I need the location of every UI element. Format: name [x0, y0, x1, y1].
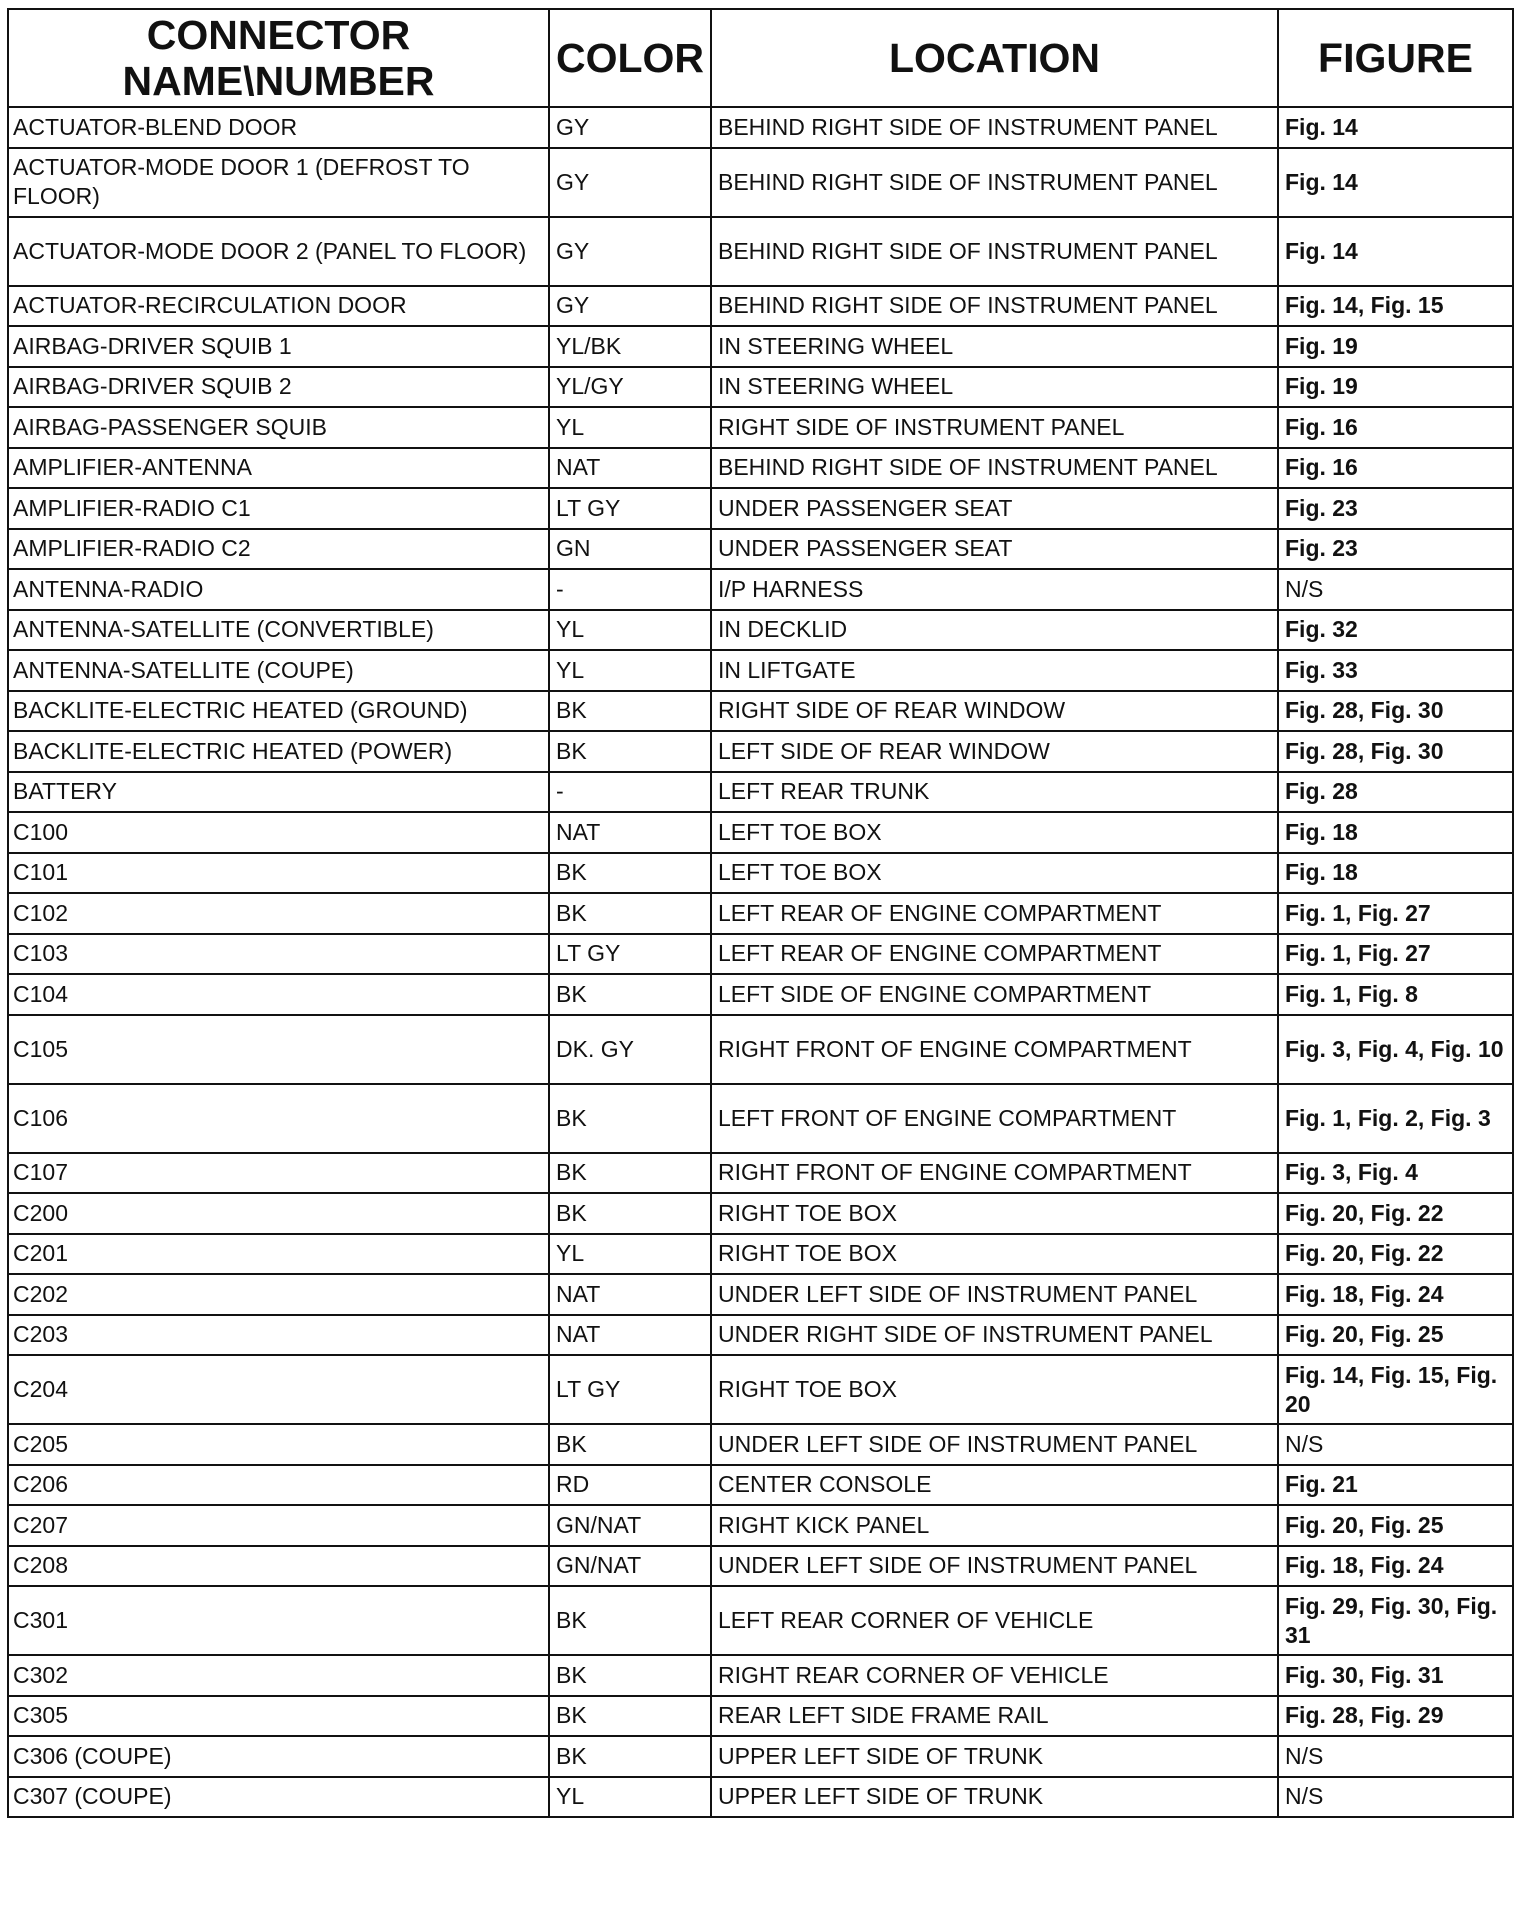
location-cell: RIGHT TOE BOX — [711, 1355, 1278, 1424]
connector-name-cell: ANTENNA-SATELLITE (CONVERTIBLE) — [8, 610, 549, 651]
color-cell: YL — [549, 610, 711, 651]
table-row — [8, 610, 1513, 651]
color-cell: GN/NAT — [549, 1546, 711, 1587]
figure-cell: Fig. 16 — [1278, 448, 1513, 489]
color-cell: YL — [549, 407, 711, 448]
figure-cell: Fig. 1, Fig. 27 — [1278, 893, 1513, 934]
table-row — [8, 1505, 1513, 1546]
color-cell: NAT — [549, 1274, 711, 1315]
color-cell: BK — [549, 1424, 711, 1465]
table-row — [8, 569, 1513, 610]
figure-cell: Fig. 16 — [1278, 407, 1513, 448]
connector-name-cell: C305 — [8, 1696, 549, 1737]
figure-cell: Fig. 30, Fig. 31 — [1278, 1655, 1513, 1696]
table-row — [8, 974, 1513, 1015]
connector-name-cell: C208 — [8, 1546, 549, 1587]
color-cell: BK — [549, 1696, 711, 1737]
color-cell: GY — [549, 286, 711, 327]
table-row — [8, 407, 1513, 448]
connector-name-cell: C201 — [8, 1234, 549, 1275]
table-row — [8, 893, 1513, 934]
color-cell: BK — [549, 974, 711, 1015]
table-row — [8, 1355, 1513, 1424]
color-cell: NAT — [549, 448, 711, 489]
table-row — [8, 448, 1513, 489]
location-cell: IN DECKLID — [711, 610, 1278, 651]
color-cell: - — [549, 569, 711, 610]
location-cell: UNDER LEFT SIDE OF INSTRUMENT PANEL — [711, 1274, 1278, 1315]
figure-cell: Fig. 1, Fig. 27 — [1278, 934, 1513, 975]
location-cell: IN STEERING WHEEL — [711, 326, 1278, 367]
color-cell: - — [549, 772, 711, 813]
figure-cell: Fig. 14 — [1278, 107, 1513, 148]
color-cell: BK — [549, 1586, 711, 1655]
header-row — [8, 9, 1513, 107]
connector-name-cell: C301 — [8, 1586, 549, 1655]
table-row — [8, 731, 1513, 772]
figure-cell: Fig. 18 — [1278, 853, 1513, 894]
header-name-line2: NAME\NUMBER — [122, 58, 435, 104]
location-cell: LEFT REAR OF ENGINE COMPARTMENT — [711, 893, 1278, 934]
figure-cell: Fig. 14 — [1278, 217, 1513, 286]
figure-cell: Fig. 18, Fig. 24 — [1278, 1546, 1513, 1587]
figure-cell: Fig. 3, Fig. 4, Fig. 10 — [1278, 1015, 1513, 1084]
connector-name-cell: AIRBAG-DRIVER SQUIB 2 — [8, 367, 549, 408]
connector-name-cell: C306 (COUPE) — [8, 1736, 549, 1777]
color-cell: BK — [549, 691, 711, 732]
figure-cell: Fig. 23 — [1278, 529, 1513, 570]
location-cell: LEFT FRONT OF ENGINE COMPARTMENT — [711, 1084, 1278, 1153]
figure-cell: Fig. 33 — [1278, 650, 1513, 691]
table-row — [8, 1736, 1513, 1777]
figure-cell: Fig. 19 — [1278, 367, 1513, 408]
location-cell: BEHIND RIGHT SIDE OF INSTRUMENT PANEL — [711, 217, 1278, 286]
color-cell: GN — [549, 529, 711, 570]
connector-name-cell: C307 (COUPE) — [8, 1777, 549, 1818]
table-row — [8, 1234, 1513, 1275]
figure-cell: Fig. 19 — [1278, 326, 1513, 367]
header-figure: FIGURE — [1278, 9, 1513, 107]
location-cell: RIGHT FRONT OF ENGINE COMPARTMENT — [711, 1153, 1278, 1194]
color-cell: YL/BK — [549, 326, 711, 367]
color-cell: BK — [549, 1655, 711, 1696]
color-cell: LT GY — [549, 1355, 711, 1424]
figure-cell: N/S — [1278, 1424, 1513, 1465]
table-row — [8, 286, 1513, 327]
figure-cell: N/S — [1278, 569, 1513, 610]
color-cell: BK — [549, 1153, 711, 1194]
location-cell: RIGHT FRONT OF ENGINE COMPARTMENT — [711, 1015, 1278, 1084]
table-row — [8, 1465, 1513, 1506]
connector-name-cell: AMPLIFIER-RADIO C2 — [8, 529, 549, 570]
connector-name-cell: AIRBAG-DRIVER SQUIB 1 — [8, 326, 549, 367]
figure-cell: Fig. 14 — [1278, 148, 1513, 217]
color-cell: GY — [549, 107, 711, 148]
color-cell: YL — [549, 1777, 711, 1818]
color-cell: GY — [549, 217, 711, 286]
location-cell: UPPER LEFT SIDE OF TRUNK — [711, 1736, 1278, 1777]
location-cell: IN LIFTGATE — [711, 650, 1278, 691]
color-cell: BK — [549, 1084, 711, 1153]
connector-table-body — [8, 107, 1513, 1817]
connector-name-cell: C200 — [8, 1193, 549, 1234]
color-cell: BK — [549, 731, 711, 772]
color-cell: DK. GY — [549, 1015, 711, 1084]
color-cell: NAT — [549, 1315, 711, 1356]
table-row — [8, 367, 1513, 408]
location-cell: UNDER LEFT SIDE OF INSTRUMENT PANEL — [711, 1424, 1278, 1465]
color-cell: BK — [549, 1193, 711, 1234]
connector-name-cell: C101 — [8, 853, 549, 894]
table-row — [8, 1193, 1513, 1234]
header-location: LOCATION — [711, 9, 1278, 107]
connector-name-cell: C205 — [8, 1424, 549, 1465]
table-row — [8, 148, 1513, 217]
connector-name-cell: C302 — [8, 1655, 549, 1696]
location-cell: IN STEERING WHEEL — [711, 367, 1278, 408]
location-cell: BEHIND RIGHT SIDE OF INSTRUMENT PANEL — [711, 448, 1278, 489]
table-row — [8, 1696, 1513, 1737]
connector-name-cell: C100 — [8, 812, 549, 853]
connector-name-cell: ANTENNA-RADIO — [8, 569, 549, 610]
connector-table — [7, 8, 1514, 1818]
location-cell: CENTER CONSOLE — [711, 1465, 1278, 1506]
location-cell: UPPER LEFT SIDE OF TRUNK — [711, 1777, 1278, 1818]
connector-name-cell: C104 — [8, 974, 549, 1015]
header-connector-name — [8, 9, 549, 107]
figure-cell: Fig. 28, Fig. 30 — [1278, 731, 1513, 772]
location-cell: BEHIND RIGHT SIDE OF INSTRUMENT PANEL — [711, 148, 1278, 217]
location-cell: LEFT REAR TRUNK — [711, 772, 1278, 813]
location-cell: RIGHT KICK PANEL — [711, 1505, 1278, 1546]
table-row — [8, 1015, 1513, 1084]
connector-name-cell: AMPLIFIER-ANTENNA — [8, 448, 549, 489]
color-cell: BK — [549, 853, 711, 894]
table-row — [8, 1777, 1513, 1818]
connector-name-cell: ANTENNA-SATELLITE (COUPE) — [8, 650, 549, 691]
connector-name-cell: ACTUATOR-MODE DOOR 2 (PANEL TO FLOOR) — [8, 217, 549, 286]
figure-cell: N/S — [1278, 1736, 1513, 1777]
figure-cell: Fig. 20, Fig. 22 — [1278, 1234, 1513, 1275]
connector-name-cell: ACTUATOR-MODE DOOR 1 (DEFROST TO FLOOR) — [8, 148, 549, 217]
color-cell: GN/NAT — [549, 1505, 711, 1546]
connector-table-sheet — [7, 8, 1512, 1818]
location-cell: LEFT SIDE OF REAR WINDOW — [711, 731, 1278, 772]
connector-name-cell: BACKLITE-ELECTRIC HEATED (GROUND) — [8, 691, 549, 732]
figure-cell: Fig. 28 — [1278, 772, 1513, 813]
location-cell: RIGHT SIDE OF INSTRUMENT PANEL — [711, 407, 1278, 448]
figure-cell: Fig. 28, Fig. 29 — [1278, 1696, 1513, 1737]
table-row — [8, 1424, 1513, 1465]
header-name-line1: CONNECTOR — [146, 12, 411, 58]
location-cell: UNDER RIGHT SIDE OF INSTRUMENT PANEL — [711, 1315, 1278, 1356]
color-cell: GY — [549, 148, 711, 217]
location-cell: I/P HARNESS — [711, 569, 1278, 610]
table-row — [8, 772, 1513, 813]
connector-name-cell: C203 — [8, 1315, 549, 1356]
connector-name-cell: C204 — [8, 1355, 549, 1424]
figure-cell: Fig. 3, Fig. 4 — [1278, 1153, 1513, 1194]
connector-name-cell: AIRBAG-PASSENGER SQUIB — [8, 407, 549, 448]
table-row — [8, 217, 1513, 286]
connector-name-cell: BACKLITE-ELECTRIC HEATED (POWER) — [8, 731, 549, 772]
color-cell: YL — [549, 1234, 711, 1275]
table-row — [8, 853, 1513, 894]
figure-cell: Fig. 29, Fig. 30, Fig. 31 — [1278, 1586, 1513, 1655]
figure-cell: Fig. 20, Fig. 25 — [1278, 1505, 1513, 1546]
connector-name-cell: C103 — [8, 934, 549, 975]
color-cell: NAT — [549, 812, 711, 853]
figure-cell: Fig. 1, Fig. 8 — [1278, 974, 1513, 1015]
table-row — [8, 1084, 1513, 1153]
figure-cell: Fig. 18 — [1278, 812, 1513, 853]
table-row — [8, 529, 1513, 570]
figure-cell: Fig. 20, Fig. 22 — [1278, 1193, 1513, 1234]
connector-name-cell: AMPLIFIER-RADIO C1 — [8, 488, 549, 529]
location-cell: REAR LEFT SIDE FRAME RAIL — [711, 1696, 1278, 1737]
figure-cell: Fig. 20, Fig. 25 — [1278, 1315, 1513, 1356]
location-cell: UNDER LEFT SIDE OF INSTRUMENT PANEL — [711, 1546, 1278, 1587]
connector-name-cell: C102 — [8, 893, 549, 934]
location-cell: LEFT TOE BOX — [711, 853, 1278, 894]
location-cell: LEFT TOE BOX — [711, 812, 1278, 853]
table-row — [8, 1153, 1513, 1194]
figure-cell: Fig. 23 — [1278, 488, 1513, 529]
connector-name-cell: C105 — [8, 1015, 549, 1084]
connector-name-cell: BATTERY — [8, 772, 549, 813]
table-row — [8, 1655, 1513, 1696]
connector-name-cell: C106 — [8, 1084, 549, 1153]
location-cell: RIGHT SIDE OF REAR WINDOW — [711, 691, 1278, 732]
table-row — [8, 326, 1513, 367]
location-cell: BEHIND RIGHT SIDE OF INSTRUMENT PANEL — [711, 107, 1278, 148]
connector-name-cell: C202 — [8, 1274, 549, 1315]
table-row — [8, 1274, 1513, 1315]
location-cell: BEHIND RIGHT SIDE OF INSTRUMENT PANEL — [711, 286, 1278, 327]
connector-name-cell: ACTUATOR-RECIRCULATION DOOR — [8, 286, 549, 327]
color-cell: LT GY — [549, 934, 711, 975]
figure-cell: Fig. 21 — [1278, 1465, 1513, 1506]
table-row — [8, 934, 1513, 975]
color-cell: BK — [549, 893, 711, 934]
color-cell: BK — [549, 1736, 711, 1777]
figure-cell: Fig. 1, Fig. 2, Fig. 3 — [1278, 1084, 1513, 1153]
location-cell: RIGHT TOE BOX — [711, 1193, 1278, 1234]
figure-cell: Fig. 32 — [1278, 610, 1513, 651]
table-row — [8, 1546, 1513, 1587]
location-cell: UNDER PASSENGER SEAT — [711, 488, 1278, 529]
location-cell: LEFT REAR OF ENGINE COMPARTMENT — [711, 934, 1278, 975]
header-color: COLOR — [549, 9, 711, 107]
location-cell: LEFT SIDE OF ENGINE COMPARTMENT — [711, 974, 1278, 1015]
connector-name-cell: C107 — [8, 1153, 549, 1194]
figure-cell: Fig. 28, Fig. 30 — [1278, 691, 1513, 732]
location-cell: UNDER PASSENGER SEAT — [711, 529, 1278, 570]
connector-name-cell: C207 — [8, 1505, 549, 1546]
connector-name-cell: C206 — [8, 1465, 549, 1506]
figure-cell: N/S — [1278, 1777, 1513, 1818]
color-cell: RD — [549, 1465, 711, 1506]
location-cell: LEFT REAR CORNER OF VEHICLE — [711, 1586, 1278, 1655]
figure-cell: Fig. 14, Fig. 15 — [1278, 286, 1513, 327]
table-row — [8, 488, 1513, 529]
connector-name-cell: ACTUATOR-BLEND DOOR — [8, 107, 549, 148]
color-cell: YL — [549, 650, 711, 691]
location-cell: RIGHT REAR CORNER OF VEHICLE — [711, 1655, 1278, 1696]
table-row — [8, 1586, 1513, 1655]
figure-cell: Fig. 18, Fig. 24 — [1278, 1274, 1513, 1315]
table-row — [8, 650, 1513, 691]
color-cell: YL/GY — [549, 367, 711, 408]
table-row — [8, 691, 1513, 732]
location-cell: RIGHT TOE BOX — [711, 1234, 1278, 1275]
table-row — [8, 107, 1513, 148]
color-cell: LT GY — [549, 488, 711, 529]
table-row — [8, 812, 1513, 853]
table-row — [8, 1315, 1513, 1356]
figure-cell: Fig. 14, Fig. 15, Fig. 20 — [1278, 1355, 1513, 1424]
